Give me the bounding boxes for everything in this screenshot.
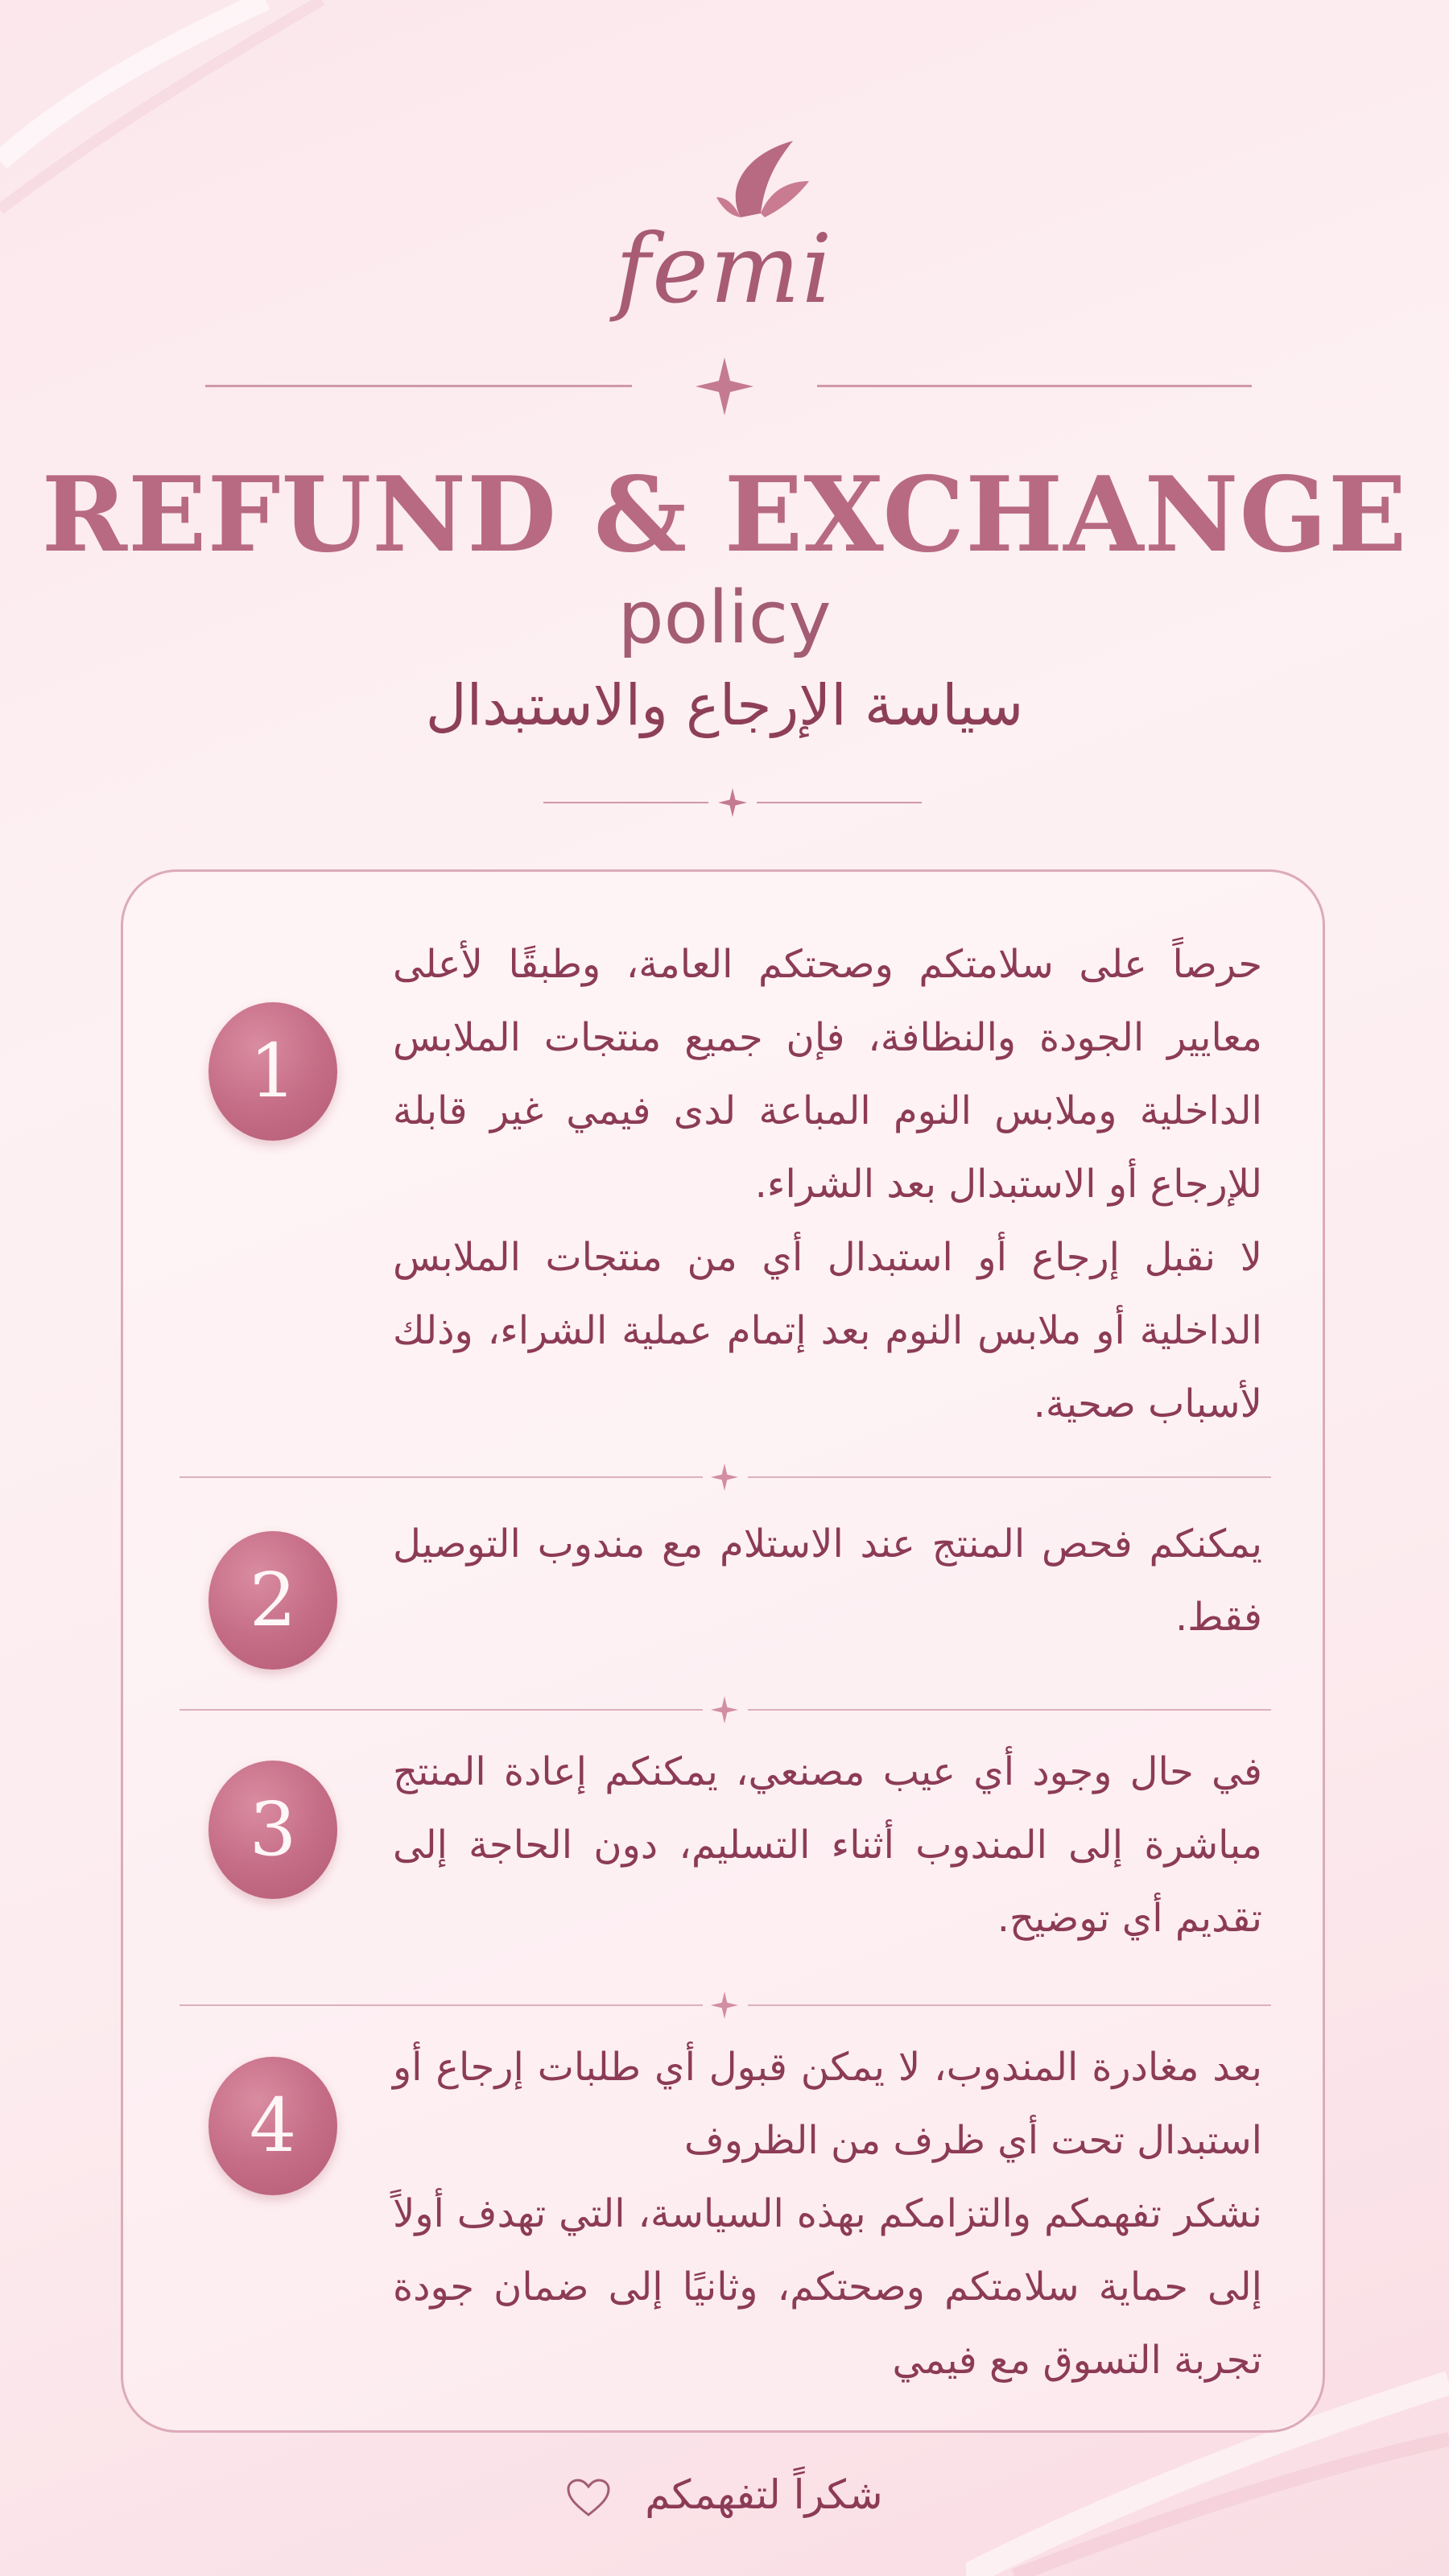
item-number-badge: 4 (208, 2057, 337, 2195)
item-number-badge: 2 (208, 1531, 337, 1670)
title-divider-right (757, 802, 922, 803)
policy-text: يمكنكم فحص المنتج عند الاستلام مع مندوب التوصيل فقط. (393, 1521, 1262, 1640)
divider-sparkle-icon (711, 1463, 738, 1491)
policy-text: حرصاً على سلامتكم وصحتكم العامة، وطبقًا لأعلى معايير الجودة والنظافة، فإن جميع منتجات الملابس الداخلية وملابس النوم المباعة لدى فيمي غير قابلة للإرجاع أو الاستبدال بعد الشراء. لا نقبل إرجاع أو استبدال أي من منتجات الملابس الداخلية أو ملابس النوم بعد إتمام عملية الشراء، وذلك لأسباب صحية. (393, 942, 1262, 1426)
section-divider (180, 1463, 1271, 1491)
page-title: REFUND & EXCHANGE (41, 455, 1408, 576)
page-subtitle: policy (617, 576, 832, 660)
section-divider (180, 1696, 1271, 1724)
policy-text: بعد مغادرة المندوب، لا يمكن قبول أي طلبات إرجاع أو استبدال تحت أي ظرف من الظروف نشكر تفهمكم والتزامكم بهذه السياسة، التي تهدف أولاً إلى حماية سلامتكم وصحتكم، وثانيًا إلى ضمان جودة تجربة التسوق مع فيمي (393, 2045, 1262, 2383)
item-number-badge: 1 (208, 1002, 337, 1141)
sparkle-icon (696, 357, 753, 415)
petal-flourish-icon (716, 137, 813, 225)
femi-logo (0, 137, 1449, 322)
top-divider-left (205, 385, 632, 387)
section-divider (180, 1992, 1271, 2019)
heart-icon (566, 2478, 611, 2518)
arabic-title: سياسة الإرجاع والاستبدال (425, 672, 1024, 738)
top-divider-right (817, 385, 1252, 387)
policy-card (121, 869, 1325, 2433)
divider-sparkle-icon (711, 1696, 738, 1724)
footer-thanks (0, 2471, 1449, 2518)
item-number-badge: 3 (208, 1761, 337, 1899)
divider-sparkle-icon (711, 1992, 738, 2019)
title-divider-left (543, 802, 708, 803)
thanks-text: شكراً لتفهمكم (645, 2471, 883, 2518)
small-sparkle-icon (718, 788, 747, 817)
brand-name: femi (615, 213, 834, 324)
policy-text: في حال وجود أي عيب مصنعي، يمكنكم إعادة المنتج مباشرة إلى المندوب أثناء التسليم، دون الحاجة إلى تقديم أي توضيح. (393, 1749, 1262, 1941)
